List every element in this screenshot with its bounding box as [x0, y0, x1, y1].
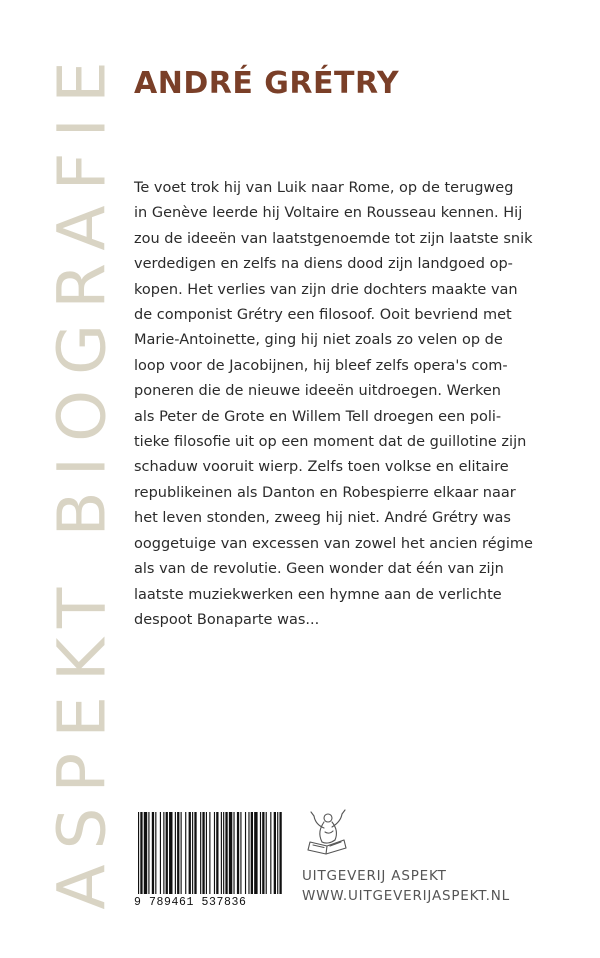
blurb-line: poneren die de nieuwe ideeën uitdroegen. Werken: [134, 383, 501, 400]
book-title: ANDRÉ GRÉTRY: [134, 66, 400, 101]
blurb-line: kopen. Het verlies van zijn drie dochters maakte van: [134, 281, 518, 298]
blurb-line: als van de revolutie. Geen wonder dat één van zijn: [134, 561, 504, 578]
barcode-bar: [189, 812, 191, 894]
blurb-line: als Peter de Grote en Willem Tell droegen een poli-: [134, 408, 502, 425]
barcode-bar: [260, 812, 261, 894]
barcode-bar: [209, 812, 210, 894]
barcode-bar: [277, 812, 278, 894]
barcode-bar: [214, 812, 215, 894]
barcode-bar: [160, 812, 161, 894]
reading-figure-logo-icon: [302, 806, 354, 860]
blurb-line: Marie-Antoinette, ging hij niet zoals zo velen op de: [134, 332, 503, 349]
barcode-bar: [254, 812, 257, 894]
barcode-bar: [155, 812, 156, 894]
barcode-bar: [166, 812, 168, 894]
barcode-bar: [233, 812, 234, 894]
barcode-bar: [240, 812, 241, 894]
barcode-bar: [221, 812, 222, 894]
barcode-bar: [216, 812, 218, 894]
barcode-bar: [138, 812, 139, 894]
barcode-bar: [148, 812, 149, 894]
publisher-name: UITGEVERIJ ASPEKT: [302, 868, 447, 884]
barcode-bar: [144, 812, 147, 894]
barcode-bar: [194, 812, 196, 894]
blurb-line: verdedigen en zelfs na diens dood zijn landgoed op-: [134, 256, 513, 273]
barcode-bar: [229, 812, 232, 894]
blurb-line: loop voor de Jacobijnen, hij bleef zelfs opera's com-: [134, 357, 508, 374]
blurb-line: in Genève leerde hij Voltaire en Rousseau kennen. Hij: [134, 205, 523, 222]
blurb-line: laatste muziekwerken een hymne aan de verlichte: [134, 586, 502, 603]
barcode-bar: [248, 812, 249, 894]
blurb-line: ooggetuige van excessen van zowel het ancien régime: [134, 535, 533, 552]
barcode-bar: [279, 812, 281, 894]
barcode-bar: [169, 812, 172, 894]
barcode-bar: [163, 812, 164, 894]
barcode-bar: [206, 812, 207, 894]
blurb-line: tieke filosofie uit op een moment dat de guillotine zijn: [134, 434, 527, 451]
barcode-bar: [175, 812, 176, 894]
barcode-bar: [270, 812, 271, 894]
isbn-digits: 9 789461 537836: [134, 896, 247, 909]
series-spine-title: ASPEKT BIOGRAFIE: [43, 46, 121, 910]
barcode-bar: [181, 812, 182, 894]
barcode-bar: [251, 812, 253, 894]
barcode-bar: [266, 812, 267, 894]
blurb-line: schaduw vooruit wierp. Zelfs toen volkse en elitaire: [134, 459, 509, 476]
barcode-bar: [192, 812, 193, 894]
barcode-bar: [140, 812, 142, 894]
barcode-bar: [245, 812, 246, 894]
barcode-bar: [177, 812, 179, 894]
barcode-bar: [225, 812, 227, 894]
blurb-line: republikeinen als Danton en Robespierre elkaar naar: [134, 484, 516, 501]
blurb-text: [134, 176, 554, 633]
barcode-bar: [202, 812, 204, 894]
barcode-bars: [134, 812, 286, 894]
blurb-line: zou de ideeën van laatstgenoemde tot zijn laatste snik: [134, 230, 533, 247]
blurb-line: de componist Grétry een filosoof. Ooit bevriend met: [134, 307, 512, 324]
barcode-bar: [262, 812, 264, 894]
blurb-line: het leven stonden, zweeg hij niet. André Grétry was: [134, 510, 511, 527]
blurb-line: Te voet trok hij van Luik naar Rome, op de terugweg: [134, 180, 514, 196]
blurb-line: despoot Bonaparte was...: [134, 611, 320, 628]
barcode-bar: [237, 812, 239, 894]
barcode-bar: [200, 812, 201, 894]
isbn-barcode: [134, 812, 286, 912]
barcode-bar: [185, 812, 186, 894]
publisher-info: [302, 866, 510, 906]
barcode-bar: [274, 812, 276, 894]
barcode-bar: [223, 812, 224, 894]
publisher-url[interactable]: WWW.UITGEVERIJASPEKT.NL: [302, 888, 510, 904]
barcode-bar: [152, 812, 154, 894]
